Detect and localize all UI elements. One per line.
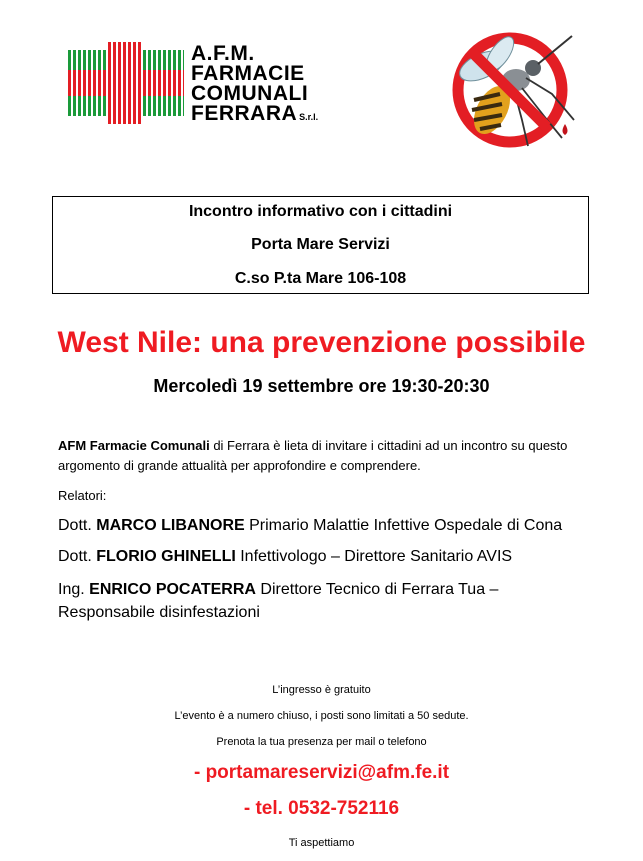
speakers-label: Relatori: <box>58 488 107 503</box>
intro-org: AFM Farmacie Comunali <box>58 438 210 453</box>
speaker-name: MARCO LIBANORE <box>96 517 245 534</box>
contact-phone[interactable]: - tel. 0532-752116 <box>243 798 400 819</box>
page-title: West Nile: una prevenzione possibile <box>57 326 586 359</box>
speaker-item: Ing. ENRICO POCATERRA Direttore Tecnico di Ferrara Tua – Responsabile disinfestazioni <box>58 581 499 621</box>
venue-address: C.so P.ta Mare 106-108 <box>234 270 407 287</box>
intro-paragraph <box>58 436 598 476</box>
reservation-note: Prenota la tua presenza per mail o telefono <box>216 736 427 748</box>
closing-note: Ti aspettiamo <box>288 837 355 849</box>
event-info-box <box>52 196 589 294</box>
limited-seats-note: L’evento è a numero chiuso, i posti sono limitati a 50 sedute. <box>174 710 469 722</box>
speaker-name: FLORIO GHINELLI <box>96 548 236 565</box>
logo-line-afm: A.F.M. <box>191 42 255 65</box>
logo-srl: S.r.l. <box>299 112 319 122</box>
no-mosquito-icon <box>444 28 584 150</box>
speaker-item: Dott. FLORIO GHINELLI Infettivologo – Direttore Sanitario AVIS <box>58 548 513 565</box>
event-type: Incontro informativo con i cittadini <box>188 203 453 220</box>
speaker-item: Dott. MARCO LIBANORE Primario Malattie Infettive Ospedale di Cona <box>58 517 563 534</box>
afm-logo-mark <box>68 42 184 124</box>
free-entry-note: L’ingresso è gratuito <box>272 684 371 696</box>
event-date: Mercoledì 19 settembre ore 19:30-20:30 <box>153 376 490 396</box>
logo-line-farmacie: FARMACIE <box>191 62 305 85</box>
venue-name: Porta Mare Servizi <box>251 236 390 253</box>
logo-line-comunali: COMUNALI <box>191 82 309 105</box>
intro-text: di Ferrara è lieta di invitare i cittadini ad un incontro su questo argomento di grande attualità per approfondire e comprendere. <box>58 438 568 473</box>
contact-email[interactable]: - portamareservizi@afm.fe.it <box>193 762 450 783</box>
logo-line-ferrara: FERRARA S.r.l. <box>191 102 319 125</box>
speaker-name: ENRICO POCATERRA <box>89 581 256 598</box>
